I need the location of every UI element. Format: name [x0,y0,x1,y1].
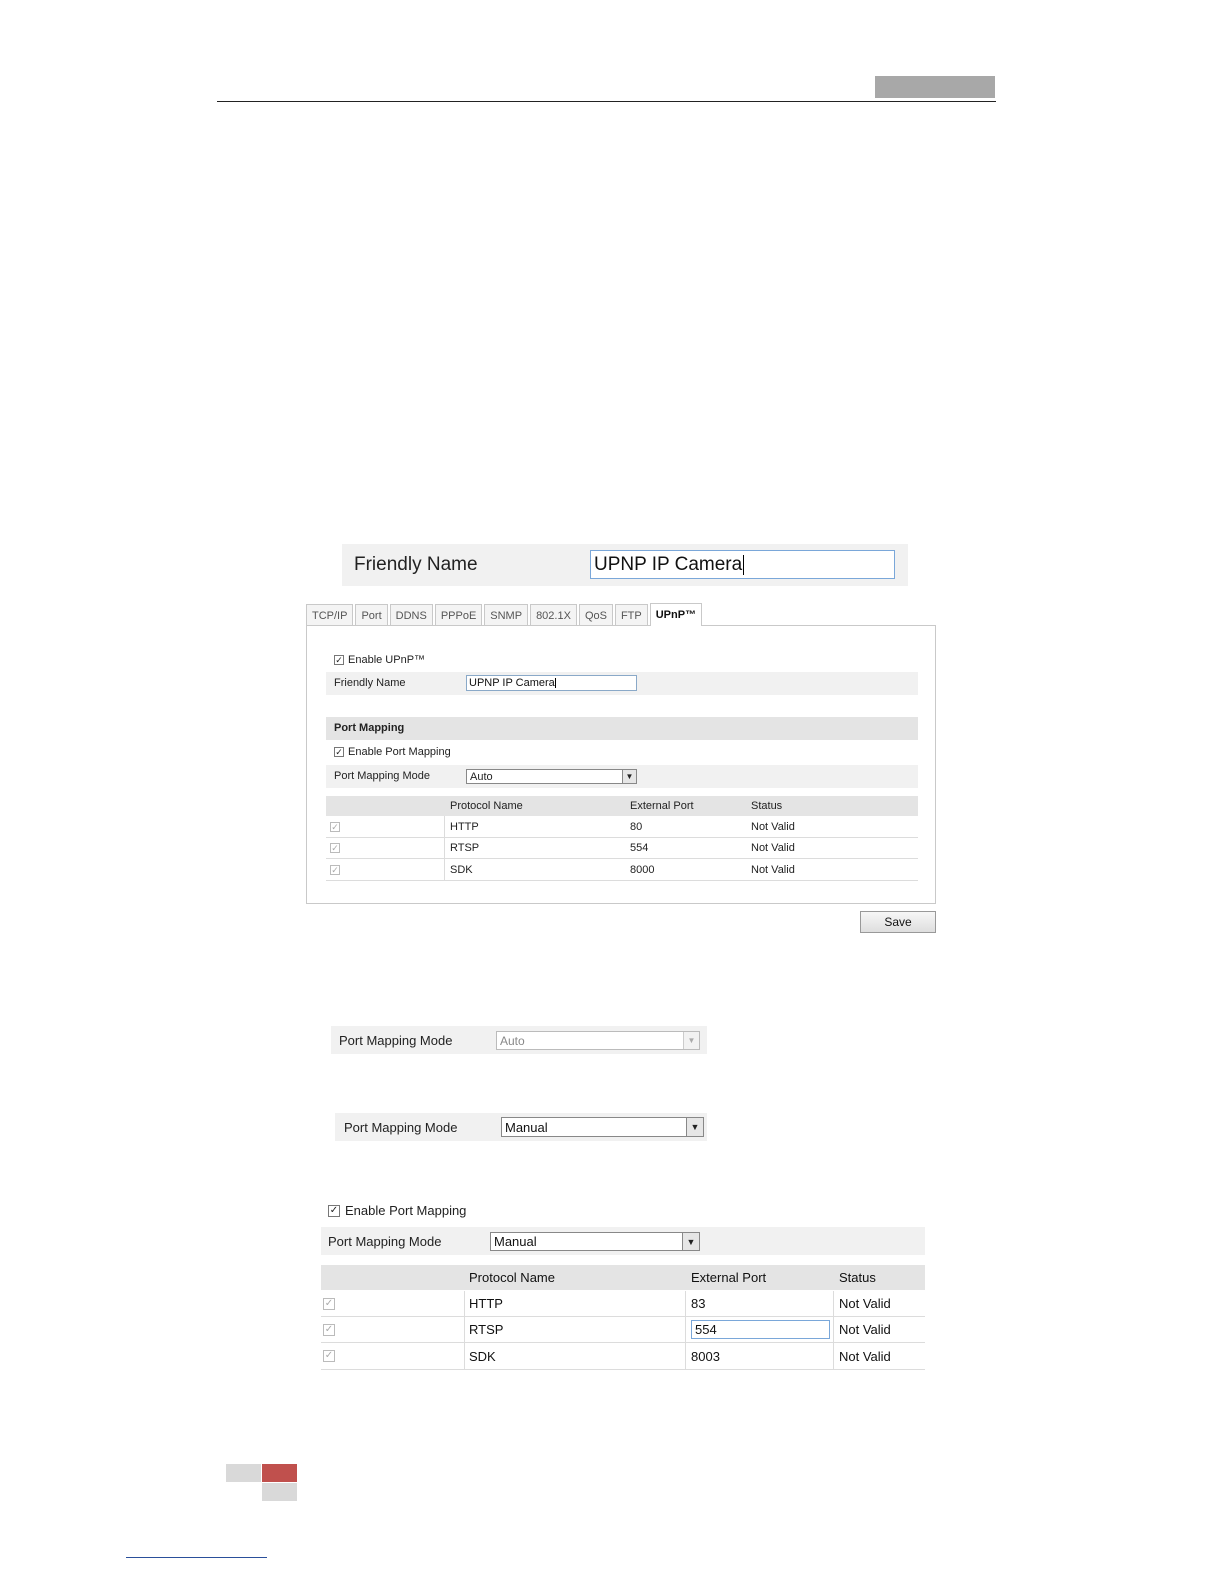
row-port: 80 [630,820,643,833]
manual-enable-port-mapping-checkbox[interactable]: ✓ [329,1204,339,1216]
row-checkbox[interactable]: ✓ [331,821,339,832]
header-protocol: Protocol Name [450,800,523,812]
chevron-down-icon[interactable]: ▼ [622,770,636,783]
column-divider [444,859,445,880]
tab-qos[interactable]: QoS [579,604,613,626]
auto-mode-select[interactable] [496,1031,700,1050]
tab-pppoe[interactable]: PPPoE [435,604,482,626]
port-mapping-mode-select[interactable] [466,769,637,784]
footer-block [262,1483,297,1501]
column-divider [444,838,445,858]
tab-ftp[interactable]: FTP [615,604,648,626]
table-row [321,1291,925,1317]
footer-block [226,1464,261,1482]
friendly-name-input[interactable] [590,550,895,579]
text-caret [555,678,556,688]
friendly-name-value: UPNP IP Camera [594,554,743,575]
row-port: 8003 [691,1348,720,1364]
row-checkbox[interactable]: ✓ [331,843,339,853]
friendly-name-row-label: Friendly Name [334,677,406,689]
row-protocol: RTSP [469,1322,504,1337]
table-row [326,838,918,859]
table-row [321,1317,925,1343]
row-status: Not Valid [839,1322,891,1337]
column-divider [444,816,445,837]
friendly-name-field-value: UPNP IP Camera [469,677,555,689]
header-status: Status [751,800,783,812]
row-status: Not Valid [839,1348,891,1364]
table-header [326,796,918,816]
row-protocol: HTTP [450,820,479,833]
row-checkbox[interactable]: ✓ [324,1350,334,1361]
row-protocol: HTTP [469,1296,503,1311]
manual-enable-port-mapping-label: Enable Port Mapping [345,1203,467,1218]
chevron-down-icon[interactable]: ▼ [683,1032,699,1049]
manual-mode-label: Port Mapping Mode [344,1120,458,1135]
row-status: Not Valid [751,820,795,833]
column-divider [464,1317,465,1342]
column-divider [833,1291,834,1316]
manual-mode-select[interactable] [501,1117,704,1137]
row-protocol: SDK [450,863,473,876]
row-port: 554 [630,842,649,854]
manual-mode-row-label: Port Mapping Mode [328,1234,442,1249]
port-mapping-mode-auto-snippet [331,1026,707,1054]
enable-upnp-row [334,654,425,666]
table-row [326,859,918,881]
row-checkbox[interactable]: ✓ [324,1323,334,1335]
header-status: Status [839,1270,876,1285]
friendly-name-row [326,672,918,695]
tab-snmp[interactable]: SNMP [484,604,528,626]
row-checkbox[interactable]: ✓ [324,1297,334,1309]
friendly-name-label: Friendly Name [354,554,478,575]
manual-mode-row-value: Manual [494,1234,537,1249]
column-divider [464,1291,465,1316]
upnp-settings-panel [306,625,936,904]
chevron-down-icon[interactable]: ▼ [686,1118,703,1136]
header-external-port: External Port [691,1270,767,1285]
enable-upnp-checkbox[interactable]: ✓ [335,655,343,665]
tab-upnp[interactable]: UPnP™ [650,603,702,626]
enable-port-mapping-row [334,746,451,758]
manual-enable-port-mapping-row [328,1203,466,1218]
port-mapping-title: Port Mapping [334,722,405,734]
rtsp-port-input[interactable]: 554 [691,1320,830,1339]
header-protocol: Protocol Name [469,1270,555,1285]
table-row [321,1343,925,1370]
row-checkbox[interactable]: ✓ [331,864,339,875]
network-tabs [306,603,704,626]
chevron-down-icon[interactable]: ▼ [682,1233,699,1250]
enable-port-mapping-label: Enable Port Mapping [348,746,451,758]
footer-block-accent [262,1464,297,1482]
manual-mode-row [321,1227,925,1255]
column-divider [833,1317,834,1342]
manual-mode-value: Manual [505,1119,548,1135]
row-port: 8000 [630,863,655,876]
port-mapping-mode-manual-snippet [335,1113,707,1141]
column-divider [833,1343,834,1369]
enable-port-mapping-checkbox[interactable]: ✓ [335,747,343,757]
column-divider [685,1291,686,1316]
port-mapping-mode-value: Auto [470,770,493,783]
column-divider [685,1343,686,1369]
tab-tcpip[interactable]: TCP/IP [306,604,353,626]
footer-link-underline [126,1557,267,1558]
column-divider [464,1343,465,1369]
manual-mode-row-select[interactable] [490,1232,700,1251]
port-mapping-section [326,717,918,740]
row-status: Not Valid [751,842,795,854]
port-mapping-table [326,796,918,882]
row-status: Not Valid [751,863,795,876]
column-divider [685,1317,686,1342]
row-protocol: RTSP [450,842,480,854]
row-protocol: SDK [469,1348,496,1364]
port-mapping-mode-label: Port Mapping Mode [334,770,430,782]
enable-upnp-label: Enable UPnP™ [348,654,426,666]
auto-mode-value: Auto [500,1033,525,1048]
auto-mode-label: Port Mapping Mode [339,1033,453,1048]
header-bar [875,76,995,98]
header-rule [217,101,996,102]
port-mapping-mode-row [326,765,918,788]
table-row [326,816,918,838]
table-header [321,1265,925,1290]
header-external-port: External Port [630,800,694,812]
save-button[interactable]: Save [860,911,936,933]
friendly-name-field[interactable] [466,675,637,691]
tab-8021x[interactable]: 802.1X [530,604,577,626]
row-status: Not Valid [839,1296,891,1311]
tab-port[interactable]: Port [355,604,387,626]
text-caret [743,555,744,575]
manual-port-mapping-table [321,1265,925,1371]
tab-ddns[interactable]: DDNS [390,604,433,626]
row-port: 83 [691,1296,706,1311]
friendly-name-snippet [342,544,908,586]
